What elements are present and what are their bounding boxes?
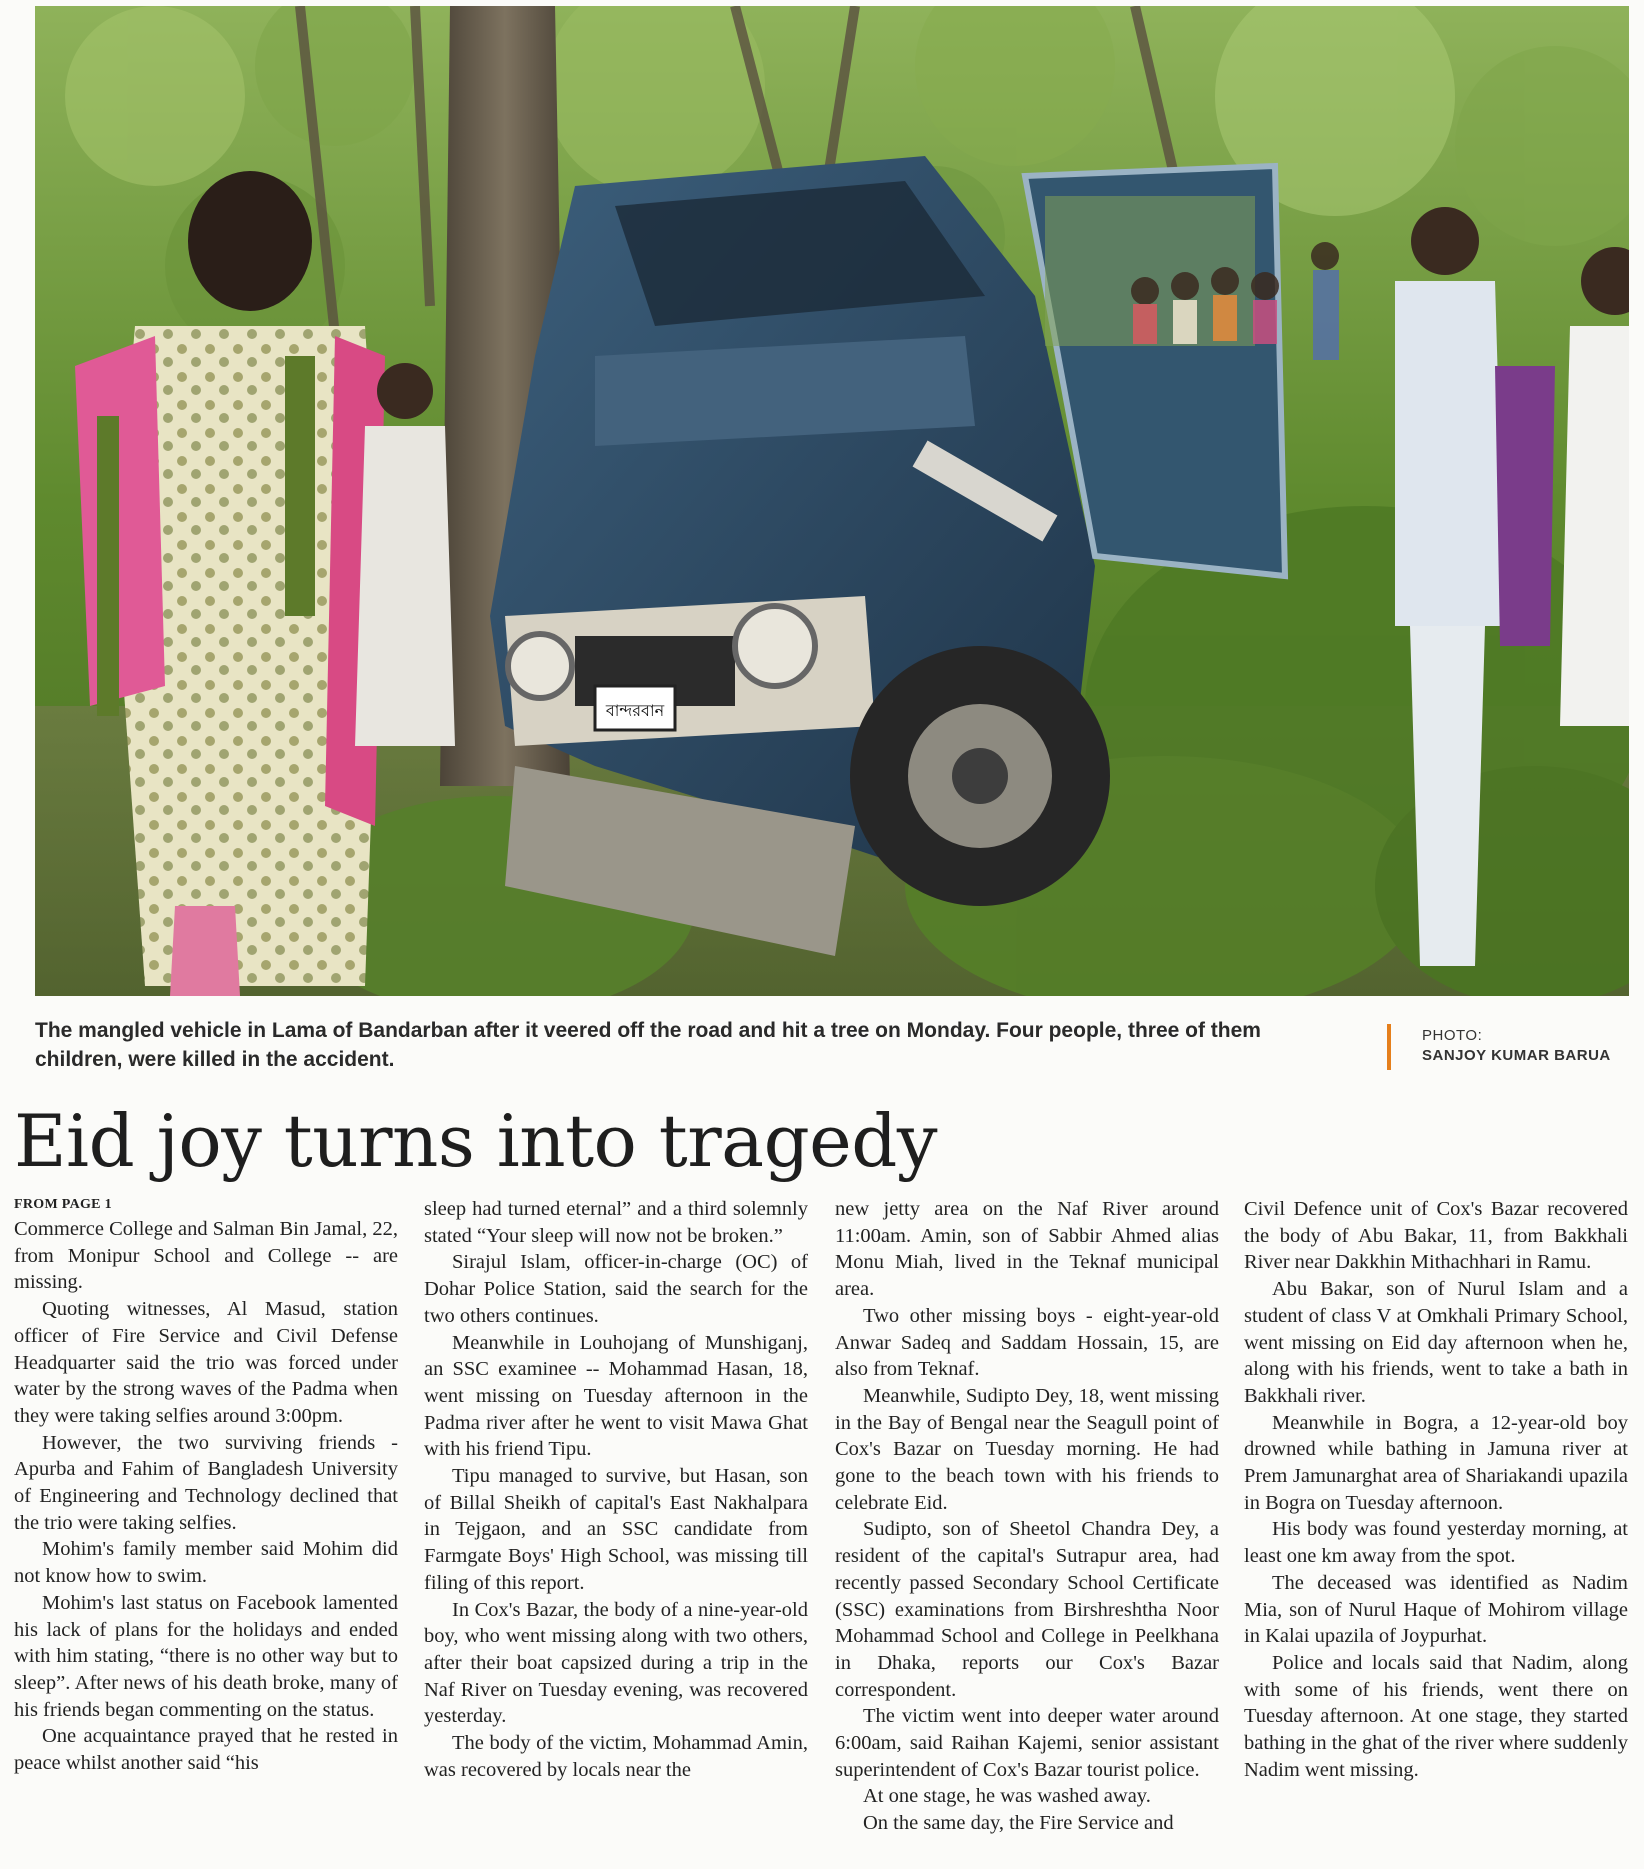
paragraph: Sirajul Islam, officer-in-charge (OC) of Dohar Police Station, said the search for the two others continues.: [424, 1251, 808, 1327]
paragraph: Sudipto, son of Sheetol Chandra Dey, a resident of the capital's Sutrapur area, had recently passed Secondary School Certificate (SSC) examinations from Birshreshtha Noor Mohammad School and College in Peelkhana in Dhaka, reports our Cox's Bazar correspondent.: [835, 1518, 1219, 1701]
article-column-4: [1244, 1196, 1628, 1783]
paragraph: Meanwhile in Bogra, a 12-year-old boy drowned while bathing in Jamuna river at Prem Jamunarghat area of Shariakandi upazila in Bogra on Tuesday afternoon.: [1244, 1411, 1628, 1514]
paragraph: One acquaintance prayed that he rested in peace whilst another said “his: [14, 1725, 398, 1775]
paragraph: Two other missing boys - eight-year-old Anwar Sadeq and Saddam Hossain, 15, are also from Teknaf.: [835, 1304, 1219, 1381]
paragraph: Tipu managed to survive, but Hasan, son of Billal Sheikh of capital's East Nakhalpara in Tejgaon, and an SSC candidate from Farmgate Boys' High School, was missing till filing of this report.: [424, 1465, 808, 1594]
article-column-2: [424, 1196, 808, 1783]
photo-caption: The mangled vehicle in Lama of Bandarban after it veered off the road and hit a tree on Monday. Four people, three of them children, were killed in the accident.: [35, 1019, 1261, 1071]
paragraph: Civil Defence unit of Cox's Bazar recovered the body of Abu Bakar, 11, from Bakkhali River near Dakkhin Mithachhari in Ramu.: [1244, 1198, 1628, 1274]
paragraph: His body was found yesterday morning, at least one km away from the spot.: [1244, 1518, 1628, 1568]
paragraph: The victim went into deeper water around 6:00am, said Raihan Kajemi, senior assistant superintendent of Cox's Bazar tourist police.: [835, 1705, 1219, 1781]
headline: Eid joy turns into tragedy: [14, 1099, 938, 1183]
paragraph: On the same day, the Fire Service and: [863, 1812, 1174, 1835]
paragraph: Commerce College and Salman Bin Jamal, 22, from Monipur School and College -- are missing.: [14, 1218, 398, 1294]
article-body: [14, 1196, 1628, 1861]
paragraph: At one stage, he was washed away.: [863, 1785, 1151, 1808]
paragraph: Abu Bakar, son of Nurul Islam and a student of class V at Omkhali Primary School, went missing on Eid day afternoon when he, along with his friends, went to take a bath in Bakkhali river.: [1244, 1278, 1628, 1407]
paragraph: Quoting witnesses, Al Masud, station officer of Fire Service and Civil Defense Headquarter said the trio was forced under water by the strong waves of the Padma when they were taking selfies around 3:00pm.: [14, 1298, 398, 1427]
paragraph: The body of the victim, Mohammad Amin, was recovered by locals near the: [424, 1732, 808, 1781]
article-column-3: [835, 1196, 1219, 1837]
paragraph: Mohim's last status on Facebook lamented his lack of plans for the holidays and ended with him stating, “there is no other way but to sleep”. After news of his death broke, many of his friends began commenting on the status.: [14, 1591, 398, 1721]
paragraph: Mohim's family member said Mohim did not know how to swim.: [14, 1538, 398, 1588]
paragraph: However, the two surviving friends - Apurba and Fahim of Bangladesh University of Engineering and Technology declined that the trio were taking selfies.: [14, 1431, 398, 1534]
photo-credit: [1422, 1026, 1611, 1066]
paragraph: In Cox's Bazar, the body of a nine-year-old boy, who went missing along with two others, after their boat capsized during a trip in the Naf River on Tuesday evening, was recovered yesterday.: [424, 1598, 808, 1728]
photo-credit-name: SANJOY KUMAR BARUA: [1422, 1047, 1611, 1064]
paragraph: new jetty area on the Naf River around 11:00am. Amin, son of Sabbir Ahmed alias Monu Miah, lived in the Teknaf municipal area.: [835, 1198, 1219, 1301]
article-column-1: [14, 1196, 398, 1777]
license-plate-text: বান্দরবান: [605, 701, 665, 720]
paragraph: Police and locals said that Nadim, along with some of his friends, went there on Tuesday afternoon. At one stage, they started bathing in the ghat of the river where suddenly Nadim went missing.: [1244, 1651, 1628, 1781]
continued-from-label: FROM PAGE 1: [14, 1197, 112, 1212]
credit-divider: [1387, 1024, 1391, 1070]
accident-photo-illustration: [35, 6, 1629, 996]
accident-photo: [35, 6, 1629, 996]
paragraph: sleep had turned eternal” and a third solemnly stated “Your sleep will now not be broken.”: [424, 1198, 808, 1247]
paragraph: Meanwhile in Louhojang of Munshiganj, an SSC examinee -- Mohammad Hasan, 18, went missing on Tuesday afternoon in the Padma river after he went to visit Mawa Ghat with his friend Tipu.: [424, 1331, 808, 1461]
paragraph: Meanwhile, Sudipto Dey, 18, went missing in the Bay of Bengal near the Seagull point of Cox's Bazar on Tuesday morning. He had gone to the beach town with his friends to celebrate Eid.: [835, 1384, 1219, 1514]
photo-credit-label: PHOTO:: [1422, 1027, 1483, 1044]
paragraph: The deceased was identified as Nadim Mia, son of Nurul Haque of Mohirom village in Kalai upazila of Joypurhat.: [1244, 1571, 1628, 1648]
